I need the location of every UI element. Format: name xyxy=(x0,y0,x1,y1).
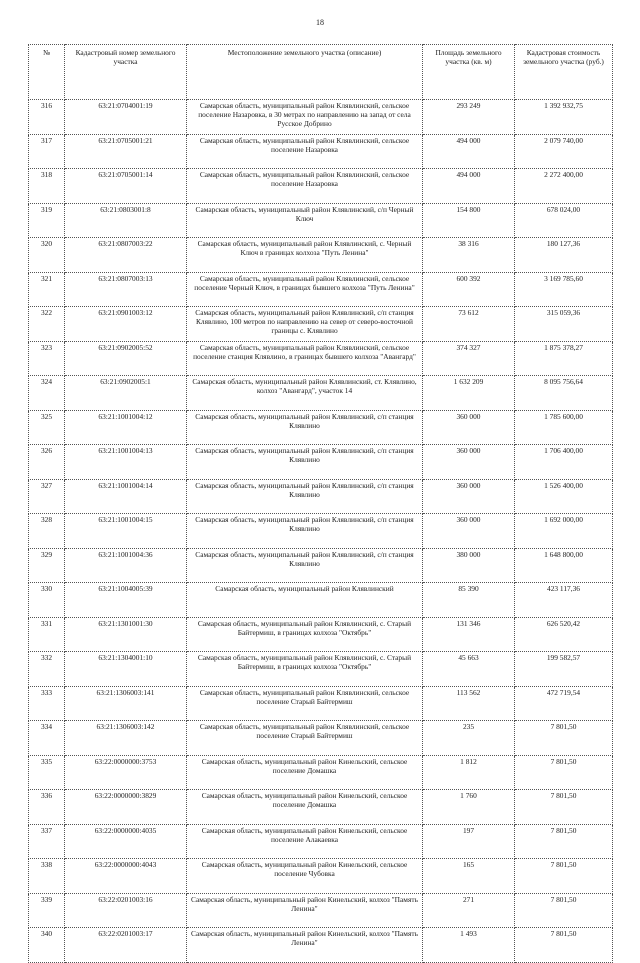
cadastral-number-cell: 63:22:0201003:17 xyxy=(65,928,187,963)
row-number: 332 xyxy=(29,652,65,687)
cost-cell: 472 719,54 xyxy=(515,686,613,721)
cadastral-number-cell: 63:22:0000000:4043 xyxy=(65,859,187,894)
table-row xyxy=(29,203,613,238)
table-row xyxy=(29,514,613,549)
page-number: 18 xyxy=(316,18,324,27)
location-cell: Самарская область, муниципальный район Клявлинский, сельское поселение Назаровка xyxy=(187,169,423,204)
table-row xyxy=(29,790,613,825)
location-cell: Самарская область, муниципальный район Кинельский, сельское поселение Домашка xyxy=(187,790,423,825)
cadastral-number-cell: 63:21:1001004:12 xyxy=(65,410,187,445)
cost-cell: 1 706 400,00 xyxy=(515,445,613,480)
table-row xyxy=(29,617,613,652)
location-cell: Самарская область, муниципальный район Кинельский, сельское поселение Чубовка xyxy=(187,859,423,894)
cost-cell: 315 059,36 xyxy=(515,307,613,342)
cost-cell: 1 526 400,00 xyxy=(515,479,613,514)
location-cell: Самарская область, муниципальный район Клявлинский, сельское поселение станция Клявлино, в границах бывшего колхоза "Авангард" xyxy=(187,341,423,376)
cadastral-number-cell: 63:21:0803001:8 xyxy=(65,203,187,238)
header-cadastral-number: Кадастровый номер земельного участка xyxy=(65,45,187,100)
cadastral-number-cell: 63:21:1306003:142 xyxy=(65,721,187,756)
row-number: 336 xyxy=(29,790,65,825)
header-number: № xyxy=(29,45,65,100)
table-row xyxy=(29,652,613,687)
row-number: 322 xyxy=(29,307,65,342)
area-cell: 1 632 209 xyxy=(423,376,515,411)
area-cell: 360 000 xyxy=(423,479,515,514)
location-cell: Самарская область, муниципальный район Клявлинский, с. Старый Байтермиш, в границах колхоза "Октябрь" xyxy=(187,652,423,687)
header-location: Местоположение земельного участка (описание) xyxy=(187,45,423,100)
table-row xyxy=(29,272,613,307)
table-row xyxy=(29,376,613,411)
cadastral-number-cell: 63:21:0902005:1 xyxy=(65,376,187,411)
table-row xyxy=(29,479,613,514)
cost-cell: 1 875 378,27 xyxy=(515,341,613,376)
cost-cell: 2 079 740,00 xyxy=(515,134,613,169)
cost-cell: 1 392 932,75 xyxy=(515,100,613,135)
location-cell: Самарская область, муниципальный район Клявлинский, сельское поселение Черный Ключ, в границах бывшего колхоза "Путь Ленина" xyxy=(187,272,423,307)
cadastral-number-cell: 63:21:1304001:10 xyxy=(65,652,187,687)
location-cell: Самарская область, муниципальный район Клявлинский xyxy=(187,583,423,618)
table-row xyxy=(29,341,613,376)
table-row xyxy=(29,410,613,445)
row-number: 326 xyxy=(29,445,65,480)
row-number: 316 xyxy=(29,100,65,135)
area-cell: 271 xyxy=(423,893,515,928)
header-area: Площадь земельного участка (кв. м) xyxy=(423,45,515,100)
area-cell: 600 392 xyxy=(423,272,515,307)
area-cell: 197 xyxy=(423,824,515,859)
row-number: 335 xyxy=(29,755,65,790)
area-cell: 73 612 xyxy=(423,307,515,342)
location-cell: Самарская область, муниципальный район Кинельский, сельское поселение Алакаевка xyxy=(187,824,423,859)
location-cell: Самарская область, муниципальный район Клявлинский, с/п станция Клявлино xyxy=(187,410,423,445)
area-cell: 380 000 xyxy=(423,548,515,583)
cost-cell: 1 785 600,00 xyxy=(515,410,613,445)
location-cell: Самарская область, муниципальный район Клявлинский, сельское поселение Старый Байтермиш xyxy=(187,686,423,721)
row-number: 331 xyxy=(29,617,65,652)
location-cell: Самарская область, муниципальный район Клявлинский, с. Черный Ключ в границах колхоза "Путь Ленина" xyxy=(187,238,423,273)
cadastral-number-cell: 63:22:0000000:3829 xyxy=(65,790,187,825)
cadastral-number-cell: 63:22:0000000:3753 xyxy=(65,755,187,790)
table-row xyxy=(29,928,613,963)
location-cell: Самарская область, муниципальный район Клявлинский, с. Старый Байтермиш, в границах колхоза "Октябрь" xyxy=(187,617,423,652)
table-row xyxy=(29,548,613,583)
location-cell: Самарская область, муниципальный район Кинельский, колхоз "Память Ленина" xyxy=(187,893,423,928)
cadastral-number-cell: 63:21:0807003:13 xyxy=(65,272,187,307)
table-header-row xyxy=(29,45,613,100)
area-cell: 45 663 xyxy=(423,652,515,687)
location-cell: Самарская область, муниципальный район Кинельский, колхоз "Память Ленина" xyxy=(187,928,423,963)
area-cell: 38 316 xyxy=(423,238,515,273)
cadastral-number-cell: 63:21:0901003:12 xyxy=(65,307,187,342)
row-number: 321 xyxy=(29,272,65,307)
table-row xyxy=(29,445,613,480)
location-cell: Самарская область, муниципальный район Клявлинский, с/п Черный Ключ xyxy=(187,203,423,238)
area-cell: 494 000 xyxy=(423,134,515,169)
location-cell: Самарская область, муниципальный район Клявлинский, с/п станция Клявлино, 100 метров по направлению на север от северо-восточной границы с. Клявлино xyxy=(187,307,423,342)
row-number: 323 xyxy=(29,341,65,376)
area-cell: 131 346 xyxy=(423,617,515,652)
area-cell: 85 390 xyxy=(423,583,515,618)
cost-cell: 1 692 000,00 xyxy=(515,514,613,549)
table-row xyxy=(29,307,613,342)
table-row xyxy=(29,824,613,859)
area-cell: 374 327 xyxy=(423,341,515,376)
cadastral-number-cell: 63:21:1001004:36 xyxy=(65,548,187,583)
row-number: 338 xyxy=(29,859,65,894)
row-number: 320 xyxy=(29,238,65,273)
cost-cell: 423 117,36 xyxy=(515,583,613,618)
row-number: 330 xyxy=(29,583,65,618)
cadastral-number-cell: 63:22:0201003:16 xyxy=(65,893,187,928)
location-cell: Самарская область, муниципальный район Клявлинский, сельское поселение Назаровка xyxy=(187,134,423,169)
row-number: 325 xyxy=(29,410,65,445)
row-number: 317 xyxy=(29,134,65,169)
area-cell: 360 000 xyxy=(423,445,515,480)
row-number: 324 xyxy=(29,376,65,411)
row-number: 334 xyxy=(29,721,65,756)
area-cell: 165 xyxy=(423,859,515,894)
cadastral-number-cell: 63:21:1001004:14 xyxy=(65,479,187,514)
cost-cell: 199 582,57 xyxy=(515,652,613,687)
area-cell: 360 000 xyxy=(423,514,515,549)
row-number: 333 xyxy=(29,686,65,721)
cost-cell: 8 095 756,64 xyxy=(515,376,613,411)
location-cell: Самарская область, муниципальный район Клявлинский, ст. Клявлино, колхоз "Авангард", участок 14 xyxy=(187,376,423,411)
cost-cell: 678 024,00 xyxy=(515,203,613,238)
area-cell: 494 000 xyxy=(423,169,515,204)
row-number: 329 xyxy=(29,548,65,583)
area-cell: 235 xyxy=(423,721,515,756)
table-row xyxy=(29,583,613,618)
table-row xyxy=(29,169,613,204)
row-number: 327 xyxy=(29,479,65,514)
row-number: 319 xyxy=(29,203,65,238)
area-cell: 1 493 xyxy=(423,928,515,963)
cadastral-number-cell: 63:21:0705001:14 xyxy=(65,169,187,204)
area-cell: 1 760 xyxy=(423,790,515,825)
table-row xyxy=(29,721,613,756)
land-register-table xyxy=(28,44,613,963)
row-number: 339 xyxy=(29,893,65,928)
cost-cell: 7 801,50 xyxy=(515,790,613,825)
cost-cell: 7 801,50 xyxy=(515,859,613,894)
cost-cell: 180 127,36 xyxy=(515,238,613,273)
row-number: 340 xyxy=(29,928,65,963)
table-row xyxy=(29,238,613,273)
row-number: 337 xyxy=(29,824,65,859)
cost-cell: 3 169 785,60 xyxy=(515,272,613,307)
cadastral-number-cell: 63:21:1001004:15 xyxy=(65,514,187,549)
table-row xyxy=(29,134,613,169)
header-cost: Кадастровая стоимость земельного участка (руб.) xyxy=(515,45,613,100)
location-cell: Самарская область, муниципальный район Клявлинский, сельское поселение Старый Байтермиш xyxy=(187,721,423,756)
cost-cell: 7 801,50 xyxy=(515,755,613,790)
row-number: 318 xyxy=(29,169,65,204)
location-cell: Самарская область, муниципальный район Клявлинский, с/п станция Клявлино xyxy=(187,479,423,514)
cost-cell: 626 520,42 xyxy=(515,617,613,652)
cadastral-number-cell: 63:21:0705001:21 xyxy=(65,134,187,169)
cadastral-number-cell: 63:21:0704001:19 xyxy=(65,100,187,135)
cadastral-number-cell: 63:21:0807003:22 xyxy=(65,238,187,273)
cost-cell: 7 801,50 xyxy=(515,721,613,756)
table-row xyxy=(29,100,613,135)
cadastral-number-cell: 63:21:1301001:30 xyxy=(65,617,187,652)
cost-cell: 7 801,50 xyxy=(515,928,613,963)
table-row xyxy=(29,686,613,721)
cost-cell: 1 648 800,00 xyxy=(515,548,613,583)
location-cell: Самарская область, муниципальный район Клявлинский, с/п станция Клявлино xyxy=(187,548,423,583)
table-row xyxy=(29,893,613,928)
row-number: 328 xyxy=(29,514,65,549)
cadastral-number-cell: 63:21:1306003:141 xyxy=(65,686,187,721)
area-cell: 1 812 xyxy=(423,755,515,790)
cadastral-number-cell: 63:21:1001004:13 xyxy=(65,445,187,480)
cadastral-number-cell: 63:21:1004005:39 xyxy=(65,583,187,618)
cost-cell: 2 272 400,00 xyxy=(515,169,613,204)
cost-cell: 7 801,50 xyxy=(515,824,613,859)
area-cell: 360 000 xyxy=(423,410,515,445)
table-row xyxy=(29,859,613,894)
location-cell: Самарская область, муниципальный район Клявлинский, сельское поселение Назаровка, в 30 метрах по направлению на запад от села Русское Добрино xyxy=(187,100,423,135)
location-cell: Самарская область, муниципальный район Клявлинский, с/п станция Клявлино xyxy=(187,445,423,480)
cost-cell: 7 801,50 xyxy=(515,893,613,928)
area-cell: 113 562 xyxy=(423,686,515,721)
location-cell: Самарская область, муниципальный район Кинельский, сельское поселение Домашка xyxy=(187,755,423,790)
cadastral-number-cell: 63:22:0000000:4035 xyxy=(65,824,187,859)
table-row xyxy=(29,755,613,790)
location-cell: Самарская область, муниципальный район Клявлинский, с/п станция Клявлино xyxy=(187,514,423,549)
cadastral-number-cell: 63:21:0902005:52 xyxy=(65,341,187,376)
area-cell: 154 800 xyxy=(423,203,515,238)
area-cell: 293 249 xyxy=(423,100,515,135)
